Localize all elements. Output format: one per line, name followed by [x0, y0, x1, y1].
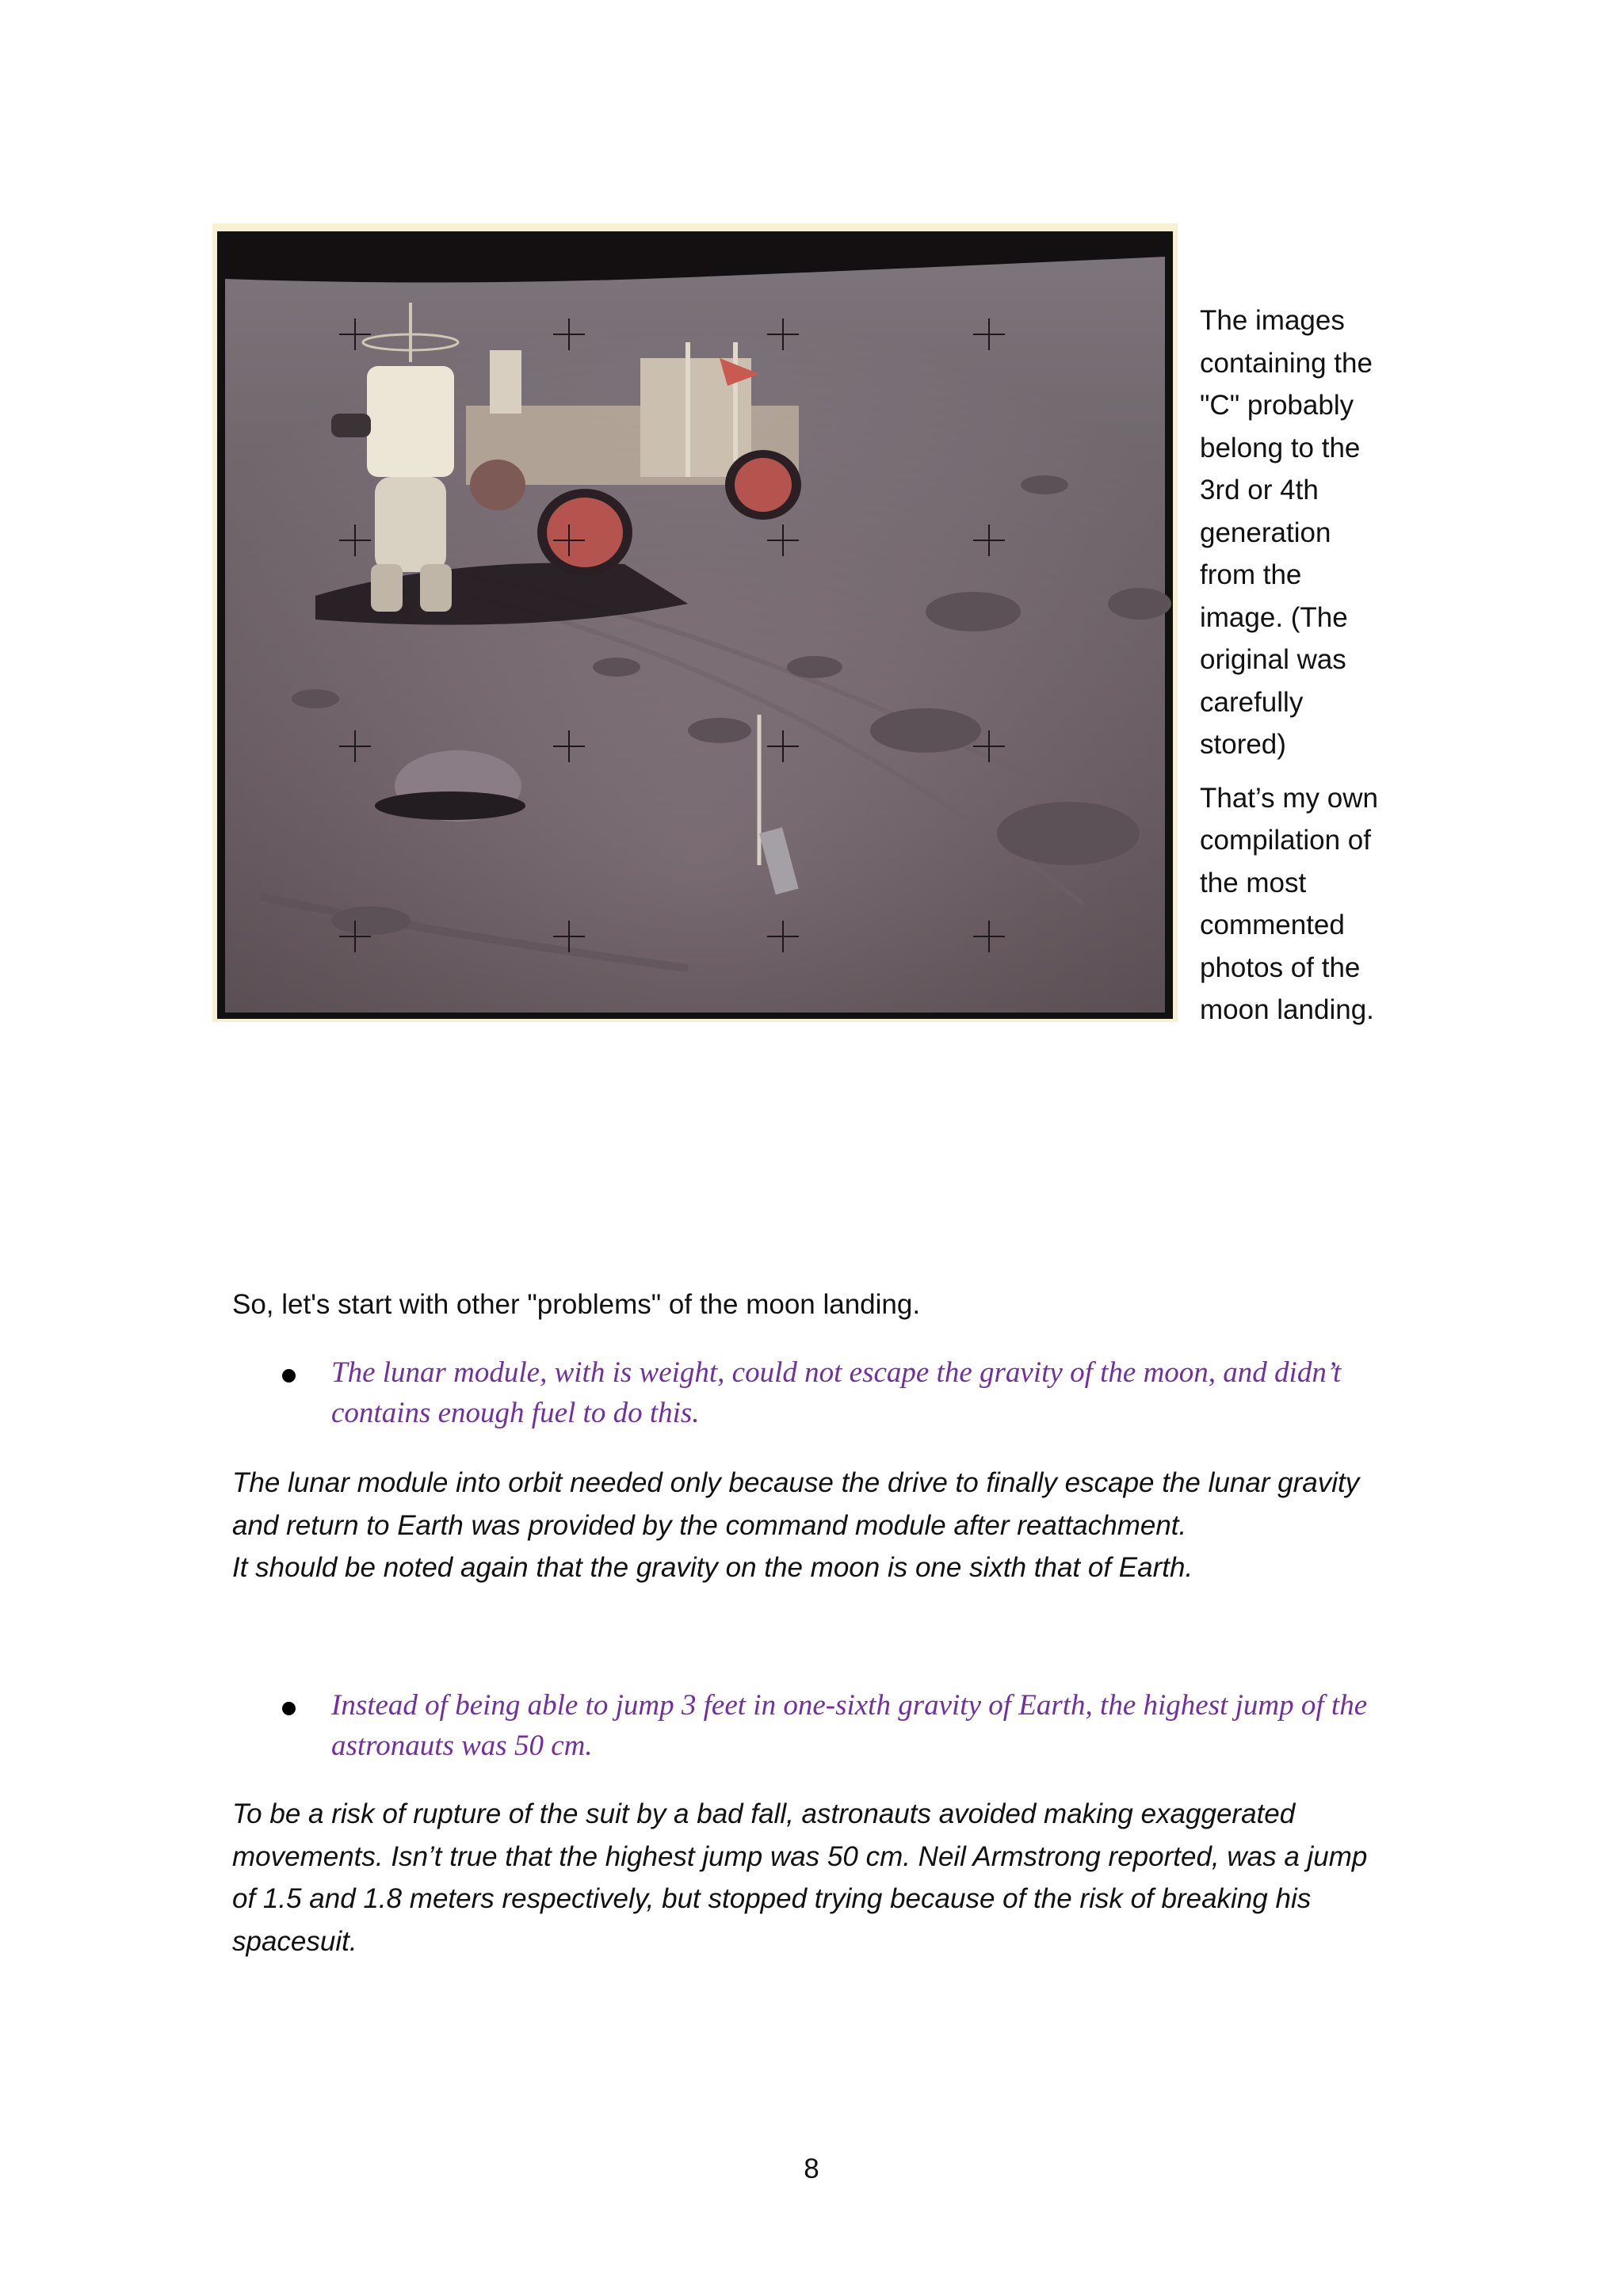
claim-bullet-1 [282, 1352, 1392, 1433]
response-line: The lunar module into orbit needed only because the drive to finally escape the lunar gravity and return to Earth was provided by the command module after reattachment. [232, 1467, 1360, 1541]
moon-rover-photo [212, 223, 1178, 1022]
claim-text-1: The lunar module, with is weight, could not escape the gravity of the moon, and didn’t contains enough fuel to do this. [331, 1356, 1342, 1429]
intro-text: So, let's start with other "problems" of the moon landing. [232, 1289, 921, 1320]
photo-illustration [212, 223, 1178, 1022]
response-paragraph-1 [232, 1462, 1397, 1589]
caption-paragraph-1: The images containing the "C" probably belong to the 3rd or 4th generation from the image. (The original was carefully stored) [1200, 305, 1373, 760]
response-line: To be a risk of rupture of the suit by a bad fall, astronauts avoided making exaggerated movements. Isn’t true that the highest jump was 50 cm. Neil Armstrong reported, was a jump of 1.5 and 1.8 meters respectively, but stopped trying because of the risk of breaking his spacesuit. [232, 1798, 1368, 1957]
response-paragraph-2 [232, 1793, 1397, 1962]
bullet-icon [282, 1369, 296, 1383]
response-line: It should be noted again that the gravity on the moon is one sixth that of Earth. [232, 1552, 1193, 1583]
photo-caption [1200, 299, 1382, 1032]
page-number: 8 [804, 2153, 819, 2184]
claim-bullet-2 [282, 1685, 1392, 1766]
bullet-icon [282, 1702, 296, 1715]
claim-text-2: Instead of being able to jump 3 feet in one-sixth gravity of Earth, the highest jump of the astronauts was 50 cm. [331, 1689, 1368, 1762]
caption-paragraph-2: That’s my own compilation of the most commented photos of the moon landing. [1200, 782, 1378, 1025]
